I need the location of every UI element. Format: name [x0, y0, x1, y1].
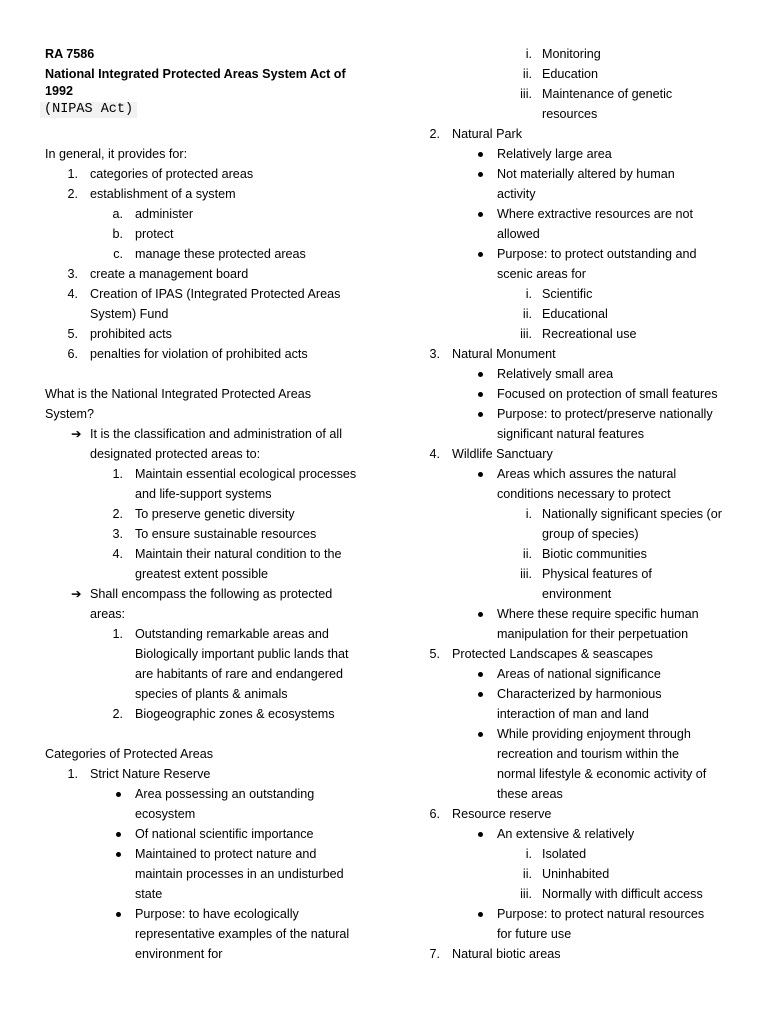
bullet-icon — [478, 832, 483, 837]
list-item-text: establishment of a system — [90, 187, 236, 201]
list-item-text: scenic areas for — [497, 267, 586, 281]
list-item — [428, 104, 743, 124]
general-intro: In general, it provides for: — [45, 147, 188, 161]
list-item-text: Purpose: to protect outstanding and — [497, 247, 697, 261]
list-item — [45, 484, 385, 504]
list-item-text: allowed — [497, 227, 540, 241]
list-item — [428, 944, 743, 964]
list-item-text: Nationally significant species (or — [542, 507, 722, 521]
list-item — [428, 784, 743, 804]
list-item — [428, 444, 743, 464]
list-marker: 3. — [112, 527, 123, 541]
list-marker: c. — [113, 247, 123, 261]
bullet-icon — [478, 412, 483, 417]
list-marker: 2. — [429, 127, 440, 141]
list-marker: 1. — [67, 167, 78, 181]
list-item-text: Not materially altered by human — [497, 167, 675, 181]
bullet-icon — [478, 612, 483, 617]
list-item-text: manage these protected areas — [135, 247, 306, 261]
list-marker: 5. — [67, 327, 78, 341]
doc-title-act: National Integrated Protected Areas System Act of — [45, 67, 346, 81]
list-item — [45, 464, 385, 484]
bullet-item — [45, 864, 385, 884]
list-item-text: Resource reserve — [452, 807, 552, 821]
bullet-icon — [478, 692, 483, 697]
bullet-icon — [478, 212, 483, 217]
list-item — [45, 284, 385, 304]
list-item — [45, 684, 385, 704]
list-item-text: species of plants & animals — [135, 687, 288, 701]
list-item — [428, 664, 743, 684]
list-marker: 5. — [429, 647, 440, 661]
list-item — [428, 44, 743, 64]
list-item — [428, 644, 743, 664]
list-item-text: interaction of man and land — [497, 707, 649, 721]
list-item-text: Uninhabited — [542, 867, 610, 881]
arrow-item-text: designated protected areas to: — [90, 447, 261, 461]
list-marker: 4. — [429, 447, 440, 461]
list-item — [428, 384, 743, 404]
arrow-right-icon: ➔ — [71, 587, 82, 601]
list-item — [45, 224, 385, 244]
list-item-text: activity — [497, 187, 536, 201]
doc-title-ra: RA 7586 — [45, 47, 95, 61]
list-item-text: Purpose: to protect natural resources — [497, 907, 705, 921]
list-item-text: Where extractive resources are not — [497, 207, 693, 221]
list-item-text: Areas of national significance — [497, 667, 661, 681]
list-marker: 6. — [67, 347, 78, 361]
list-item — [428, 64, 743, 84]
list-marker: 3. — [429, 347, 440, 361]
what-is-heading-2: System? — [45, 407, 94, 421]
list-marker: iii. — [520, 87, 532, 101]
list-item — [428, 924, 743, 944]
list-item-text: Where these require specific human — [497, 607, 699, 621]
list-marker: 4. — [112, 547, 123, 561]
list-item-text: To preserve genetic diversity — [135, 507, 295, 521]
list-marker: 2. — [67, 187, 78, 201]
list-item-text: Scientific — [542, 287, 593, 301]
list-item — [428, 164, 743, 184]
list-item — [428, 564, 743, 584]
bullet-item — [45, 904, 385, 924]
list-item — [428, 364, 743, 384]
list-marker: 7. — [429, 947, 440, 961]
list-item-text: recreation and tourism within the — [497, 747, 680, 761]
list-item — [45, 244, 385, 264]
list-item-text: resources — [542, 107, 598, 121]
list-item — [45, 304, 385, 324]
bullet-icon — [478, 252, 483, 257]
list-item-text: normal lifestyle & economic activity of — [497, 767, 707, 781]
list-item-text: Creation of IPAS (Integrated Protected Areas — [90, 287, 341, 301]
list-item — [428, 344, 743, 364]
list-item — [45, 344, 385, 364]
list-item — [428, 504, 743, 524]
bullet-icon — [478, 172, 483, 177]
list-item — [428, 864, 743, 884]
list-item — [428, 424, 743, 444]
bullet-item — [45, 784, 385, 804]
list-item — [428, 584, 743, 604]
list-item-text: environment — [542, 587, 612, 601]
list-item-text: protect — [135, 227, 174, 241]
list-marker: i. — [525, 287, 532, 301]
list-item-text: penalties for violation of prohibited acts — [90, 347, 308, 361]
nipas-label: (NIPAS Act) — [40, 102, 137, 118]
list-item-text: Characterized by harmonious — [497, 687, 662, 701]
list-item-text: Biotic communities — [542, 547, 647, 561]
list-item — [428, 244, 743, 264]
list-item-text: Educational — [542, 307, 608, 321]
list-item-text: these areas — [497, 787, 563, 801]
list-item-text: Wildlife Sanctuary — [452, 447, 553, 461]
categories-heading: Categories of Protected Areas — [45, 747, 214, 761]
list-item-text: While providing enjoyment through — [497, 727, 691, 741]
bullet-icon — [116, 832, 121, 837]
bullet-icon — [478, 672, 483, 677]
list-marker: iii. — [520, 567, 532, 581]
list-item — [45, 264, 385, 284]
what-is-heading-1: What is the National Integrated Protected Areas — [45, 387, 312, 401]
list-item — [428, 604, 743, 624]
list-item-text: Monitoring — [542, 47, 601, 61]
list-item-text: categories of protected areas — [90, 167, 254, 181]
arrow-right-icon: ➔ — [71, 427, 82, 441]
cat1-bullet-list — [45, 784, 385, 964]
arrow2-list — [45, 624, 385, 724]
list-item — [428, 464, 743, 484]
list-item-text: state — [135, 887, 163, 901]
list-item — [45, 644, 385, 664]
list-item — [428, 324, 743, 344]
arrow-item-1-cont — [45, 444, 385, 464]
bullet-icon — [116, 912, 121, 917]
list-item-text: Recreational use — [542, 327, 637, 341]
list-marker: 4. — [67, 287, 78, 301]
list-item — [428, 764, 743, 784]
list-item — [428, 624, 743, 644]
list-item-text: Of national scientific importance — [135, 827, 314, 841]
list-item — [428, 404, 743, 424]
list-item — [428, 84, 743, 104]
bullet-icon — [478, 392, 483, 397]
list-marker: i. — [525, 507, 532, 521]
list-item — [45, 204, 385, 224]
arrow-item-2-cont — [45, 604, 385, 624]
list-item-text: representative examples of the natural — [135, 927, 350, 941]
arrow-item-text: It is the classification and administration of all — [90, 427, 342, 441]
list-item — [428, 724, 743, 744]
list-item — [45, 164, 385, 184]
list-item — [428, 284, 743, 304]
bullet-icon — [116, 792, 121, 797]
list-item-text: prohibited acts — [90, 327, 172, 341]
list-item-text: Physical features of — [542, 567, 652, 581]
list-item-text: group of species) — [542, 527, 639, 541]
list-item — [428, 804, 743, 824]
list-item — [428, 184, 743, 204]
list-item-text: Relatively large area — [497, 147, 612, 161]
list-marker: 3. — [67, 267, 78, 281]
list-item — [45, 564, 385, 584]
list-marker: iii. — [520, 327, 532, 341]
list-item-text: Natural Park — [452, 127, 522, 141]
list-item-text: Isolated — [542, 847, 587, 861]
list-item-text: greatest extent possible — [135, 567, 269, 581]
list-item-text: and life-support systems — [135, 487, 272, 501]
bullet-item — [45, 884, 385, 904]
list-item — [45, 324, 385, 344]
bullet-icon — [478, 372, 483, 377]
list-item-text: Biologically important public lands that — [135, 647, 349, 661]
list-marker: ii. — [522, 867, 532, 881]
list-item-text: Purpose: to protect/preserve nationally — [497, 407, 713, 421]
list-item — [428, 744, 743, 764]
bullet-icon — [478, 912, 483, 917]
list-item-text: Maintained to protect nature and — [135, 847, 317, 861]
list-item — [45, 504, 385, 524]
list-item-text: administer — [135, 207, 194, 221]
list-item — [428, 684, 743, 704]
list-item — [45, 704, 385, 724]
list-item — [428, 904, 743, 924]
list-item — [45, 544, 385, 564]
list-marker: i. — [525, 847, 532, 861]
list-item-text: An extensive & relatively — [497, 827, 635, 841]
list-item — [428, 484, 743, 504]
list-item-text: Relatively small area — [497, 367, 614, 381]
provides-list — [45, 164, 385, 364]
list-item-text: Outstanding remarkable areas and — [135, 627, 329, 641]
right-column — [428, 44, 743, 964]
spacer — [45, 724, 385, 744]
bullet-item — [45, 944, 385, 964]
list-item-text: Areas which assures the natural — [497, 467, 677, 481]
list-item-text: conditions necessary to protect — [497, 487, 671, 501]
arrow-item-1 — [45, 424, 385, 444]
list-item — [45, 524, 385, 544]
list-marker: ii. — [522, 547, 532, 561]
list-item-text: for future use — [497, 927, 572, 941]
list-marker: ii. — [522, 307, 532, 321]
arrow-item-2 — [45, 584, 385, 604]
list-item-text: Protected Landscapes & seascapes — [452, 647, 653, 661]
list-item — [45, 664, 385, 684]
bullet-item — [45, 804, 385, 824]
list-item — [428, 884, 743, 904]
list-item-text: Maintenance of genetic — [542, 87, 673, 101]
list-item — [428, 144, 743, 164]
list-item-text: create a management board — [90, 267, 249, 281]
right-list — [428, 44, 743, 964]
list-item — [428, 544, 743, 564]
list-item-text: Maintain their natural condition to the — [135, 547, 342, 561]
list-item — [428, 204, 743, 224]
bullet-item — [45, 844, 385, 864]
list-item-text: To ensure sustainable resources — [135, 527, 317, 541]
nipas-line — [40, 98, 385, 120]
bullet-item — [45, 824, 385, 844]
list-marker: 1. — [112, 467, 123, 481]
list-item-text: Education — [542, 67, 599, 81]
list-item-text: manipulation for their perpetuation — [497, 627, 689, 641]
list-item-text: Biogeographic zones & ecosystems — [135, 707, 335, 721]
list-item — [45, 624, 385, 644]
list-marker: 2. — [112, 707, 123, 721]
list-item-text: significant natural features — [497, 427, 645, 441]
list-item-text: are habitants of rare and endangered — [135, 667, 343, 681]
doc-title-year: 1992 — [45, 84, 74, 98]
bullet-icon — [116, 852, 121, 857]
list-item — [428, 704, 743, 724]
list-marker: 2. — [112, 507, 123, 521]
list-item — [45, 184, 385, 204]
list-item — [428, 304, 743, 324]
list-marker: 1. — [112, 627, 123, 641]
list-item-text: Focused on protection of small features — [497, 387, 718, 401]
list-item — [428, 824, 743, 844]
list-item — [428, 844, 743, 864]
arrow-item-text: areas: — [90, 607, 126, 621]
list-marker: i. — [525, 47, 532, 61]
list-item-text: ecosystem — [135, 807, 196, 821]
list-item — [428, 524, 743, 544]
list-item-text: environment for — [135, 947, 223, 961]
category-item — [45, 764, 385, 784]
list-marker: ii. — [522, 67, 532, 81]
list-item — [428, 124, 743, 144]
list-item — [428, 264, 743, 284]
list-marker: iii. — [520, 887, 532, 901]
list-marker: 6. — [429, 807, 440, 821]
list-item-text: Purpose: to have ecologically — [135, 907, 299, 921]
spacer — [45, 364, 385, 384]
list-marker: b. — [112, 227, 123, 241]
list-item-text: Natural biotic areas — [452, 947, 561, 961]
list-item-text: maintain processes in an undisturbed — [135, 867, 344, 881]
list-item-text: Maintain essential ecological processes — [135, 467, 357, 481]
list-item — [428, 224, 743, 244]
arrow1-list — [45, 464, 385, 584]
list-marker: 1. — [67, 767, 78, 781]
category-title: Strict Nature Reserve — [90, 767, 211, 781]
arrow-item-text: Shall encompass the following as protected — [90, 587, 333, 601]
left-column — [45, 44, 385, 964]
bullet-icon — [478, 472, 483, 477]
bullet-item — [45, 924, 385, 944]
bullet-icon — [478, 152, 483, 157]
bullet-icon — [478, 732, 483, 737]
list-item-text: System) Fund — [90, 307, 169, 321]
list-item-text: Area possessing an outstanding — [135, 787, 315, 801]
list-item-text: Natural Monument — [452, 347, 556, 361]
list-marker: a. — [112, 207, 123, 221]
spacer — [45, 120, 385, 144]
list-item-text: Normally with difficult access — [542, 887, 703, 901]
